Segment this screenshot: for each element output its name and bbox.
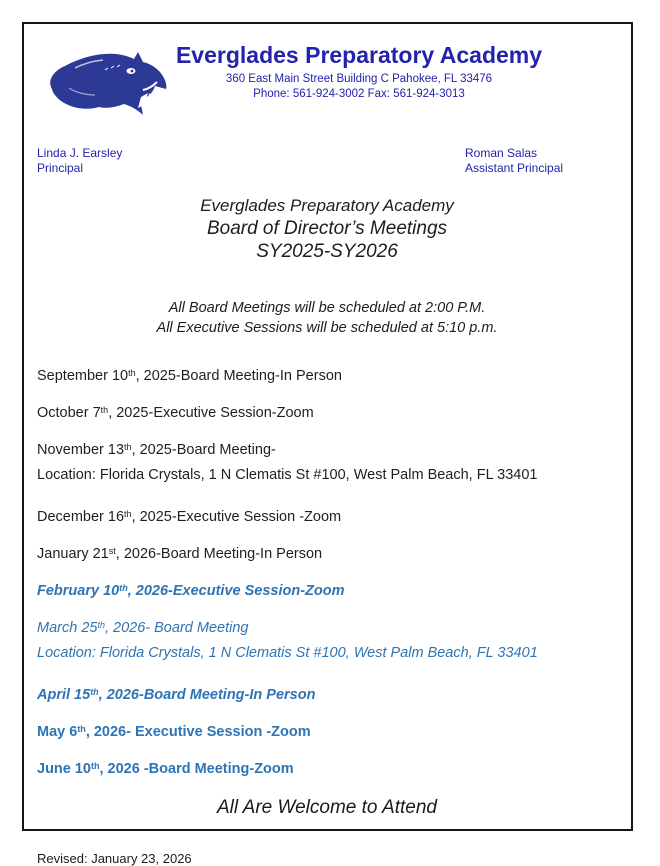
meeting-date: December 16 [37,509,125,525]
meeting-item-february [37,582,617,600]
meeting-item-december [37,508,617,526]
meeting-date: October 7 [37,405,101,421]
meeting-detail: , 2026 -Board Meeting-Zoom [99,761,294,777]
assistant-principal-name: Roman Salas [465,146,538,160]
meeting-detail: , 2026- Board Meeting [104,620,249,636]
meeting-date: May 6 [37,724,78,740]
assistant-principal-title: Assistant Principal [465,161,564,175]
schedule-notes [37,298,617,338]
meeting-detail: , 2026-Executive Session-Zoom [127,583,345,599]
ordinal-suffix: th [97,620,105,630]
meeting-location: Location: Florida Crystals, 1 N Clematis St #100, West Palm Beach, FL 33401 [37,467,538,483]
meeting-detail: , 2025-Board Meeting- [131,442,276,458]
meeting-date: January 21 [37,546,109,562]
ordinal-suffix: th [119,583,128,593]
meeting-detail: , 2025-Executive Session-Zoom [108,405,314,421]
meeting-location: Location: Florida Crystals, 1 N Clematis St #100, West Palm Beach, FL 33401 [37,645,538,661]
meeting-item-may [37,723,617,741]
document-title [37,194,617,263]
ordinal-suffix: th [128,368,136,378]
meeting-date: March 25 [37,620,98,636]
ordinal-suffix: th [124,509,132,519]
meeting-date: February 10 [37,583,120,599]
ordinal-suffix: th [124,442,132,452]
document-content [24,24,631,866]
meeting-item-november [37,441,617,484]
principal-name: Linda J. Earsley [37,146,123,160]
ordinal-suffix: th [77,724,86,734]
principal-title: Principal [37,161,84,175]
meeting-detail: , 2026-Board Meeting-In Person [98,687,316,703]
meeting-date: June 10 [37,761,91,777]
meeting-date: November 13 [37,442,125,458]
meeting-detail: , 2026- Executive Session -Zoom [85,724,311,740]
principal-block [37,146,122,176]
closing-statement: All Are Welcome to Attend [216,797,437,818]
meeting-item-january [37,545,617,563]
school-address: 360 East Main Street Building C Pahokee, FL 33476 [225,73,493,85]
ordinal-suffix: th [91,761,100,771]
document-title-line1: Everglades Preparatory Academy [200,196,454,215]
ordinal-suffix: th [90,687,99,697]
meeting-item-september [37,367,617,385]
document-title-line2: Board of Director’s Meetings [206,218,448,239]
meeting-item-june [37,760,617,778]
school-name: Everglades Preparatory Academy [175,42,543,68]
letterhead [37,42,617,136]
school-phone-fax: Phone: 561-924-3002 Fax: 561-924-3013 [253,88,465,100]
executive-sessions-time-note: All Executive Sessions will be scheduled at 5:10 p.m. [156,320,498,336]
meeting-item-october [37,404,617,422]
revised-date: Revised: January 23, 2026 [37,851,192,866]
board-meetings-time-note: All Board Meetings will be scheduled at 2:00 P.M. [168,300,486,316]
meeting-schedule-list [37,367,617,778]
meeting-item-march [37,619,617,662]
page-border-frame [22,22,633,866]
meeting-date: September 10 [37,368,129,384]
ordinal-suffix: th [100,405,109,415]
meeting-detail: , 2025-Board Meeting-In Person [135,368,342,384]
assistant-principal-block [465,146,577,176]
principals-row [37,146,617,176]
panther-mascot-logo-icon [45,48,177,120]
document-title-line3: SY2025-SY2026 [256,241,398,262]
meeting-item-april [37,686,617,704]
ordinal-suffix: st [108,546,116,556]
meeting-detail: , 2025-Executive Session -Zoom [131,509,342,525]
meeting-date: April 15 [37,687,91,703]
meeting-detail: , 2026-Board Meeting-In Person [115,546,323,562]
